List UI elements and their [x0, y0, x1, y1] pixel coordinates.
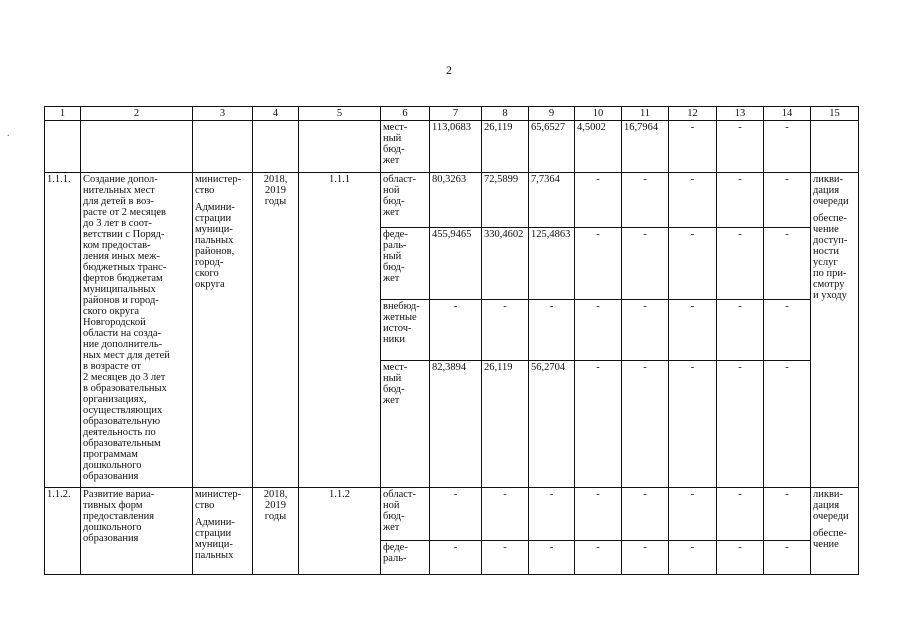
result-access: обеспе- чение — [813, 528, 847, 550]
years: 2018, 2019 годы — [253, 173, 299, 488]
value-cell: - — [717, 361, 764, 488]
value-cell: - — [764, 541, 811, 575]
value-cell: - — [764, 488, 811, 541]
item-title: Развитие вариа- тивных форм предоставления дошкольного образования — [81, 488, 193, 575]
funding-source: област- ной бюд- жет — [381, 173, 430, 228]
value-cell: - — [622, 173, 669, 228]
value-cell: - — [669, 173, 717, 228]
value-cell: - — [717, 173, 764, 228]
funding-source: внебюд- жетные источ- ники — [381, 300, 430, 361]
value-cell: - — [529, 541, 575, 575]
table-cell — [253, 121, 299, 173]
value-cell: - — [622, 228, 669, 300]
result-queue: ликви- дация очереди — [813, 489, 849, 522]
value-cell: - — [622, 488, 669, 541]
table-cell — [299, 121, 381, 173]
column-header: 7 — [430, 107, 482, 121]
result-cell — [811, 488, 859, 575]
value-cell: 16,7964 — [622, 121, 669, 173]
value-cell: - — [669, 488, 717, 541]
margin-mark: . — [7, 128, 10, 139]
column-header: 3 — [193, 107, 253, 121]
table-cell — [45, 121, 81, 173]
value-cell: 26,119 — [482, 361, 529, 488]
value-cell: - — [622, 300, 669, 361]
value-cell: 455,9465 — [430, 228, 482, 300]
result-cell — [811, 173, 859, 488]
value-cell: - — [669, 228, 717, 300]
value-cell: - — [764, 173, 811, 228]
value-cell: - — [622, 541, 669, 575]
column-header: 1 — [45, 107, 81, 121]
value-cell: - — [717, 488, 764, 541]
value-cell: 7,7364 — [529, 173, 575, 228]
column-header: 13 — [717, 107, 764, 121]
table-row — [45, 121, 859, 173]
executor-administrations: Админи- страции муници- пальных районов, город- ского округа — [195, 202, 235, 290]
value-cell: - — [575, 361, 622, 488]
value-cell: 113,0683 — [430, 121, 482, 173]
funding-source: феде- раль- — [381, 541, 430, 575]
value-cell: - — [717, 300, 764, 361]
executor-ministry: министер- ство — [195, 174, 242, 196]
table-cell — [193, 121, 253, 173]
value-cell: - — [764, 121, 811, 173]
value-cell: - — [575, 173, 622, 228]
value-cell: 4,5002 — [575, 121, 622, 173]
value-cell: - — [717, 228, 764, 300]
value-cell: - — [575, 488, 622, 541]
value-cell: - — [430, 541, 482, 575]
column-header: 15 — [811, 107, 859, 121]
table-row — [45, 488, 859, 541]
target-ref: 1.1.1 — [299, 173, 381, 488]
value-cell: 80,3263 — [430, 173, 482, 228]
column-header: 5 — [299, 107, 381, 121]
years: 2018, 2019 годы — [253, 488, 299, 575]
column-header: 11 — [622, 107, 669, 121]
column-header: 9 — [529, 107, 575, 121]
value-cell: - — [430, 488, 482, 541]
value-cell: - — [717, 121, 764, 173]
value-cell: - — [575, 300, 622, 361]
value-cell: - — [669, 121, 717, 173]
value-cell: - — [764, 361, 811, 488]
value-cell: 330,4602 — [482, 228, 529, 300]
value-cell: - — [575, 541, 622, 575]
value-cell: - — [764, 300, 811, 361]
result-queue: ликви- дация очереди — [813, 174, 849, 207]
column-header: 4 — [253, 107, 299, 121]
column-header: 6 — [381, 107, 430, 121]
table-cell — [811, 121, 859, 173]
column-header: 2 — [81, 107, 193, 121]
value-cell: - — [622, 361, 669, 488]
table-header-row — [45, 107, 859, 121]
item-number: 1.1.2. — [45, 488, 81, 575]
page-number: 2 — [446, 63, 452, 77]
item-title: Создание допол- нительных мест для детей в воз- расте от 2 месяцев до 3 лет в соот- ветствии с Поряд- ком предостав- ления иных меж- бюджетных транс- фертов бюджетам муниципальных районов и город- ского округа Новгородской области на созда- ние дополнитель- ных мест для детей в возрасте от 2 месяцев до 3 лет в образовательных организациях, осуществляющих образовательную деятельность по образовательным программам дошкольного образования — [81, 173, 193, 488]
value-cell: - — [430, 300, 482, 361]
value-cell: - — [669, 541, 717, 575]
value-cell: - — [669, 300, 717, 361]
funding-source: мест- ный бюд- жет — [381, 361, 430, 488]
item-number: 1.1.1. — [45, 173, 81, 488]
value-cell: 72,5899 — [482, 173, 529, 228]
funding-source: област- ной бюд- жет — [381, 488, 430, 541]
value-cell: 65,6527 — [529, 121, 575, 173]
value-cell: - — [529, 300, 575, 361]
value-cell: 56,2704 — [529, 361, 575, 488]
value-cell: 125,4863 — [529, 228, 575, 300]
column-header: 10 — [575, 107, 622, 121]
value-cell: - — [764, 228, 811, 300]
executor-cell — [193, 173, 253, 488]
column-header: 12 — [669, 107, 717, 121]
executor-cell — [193, 488, 253, 575]
value-cell: - — [482, 300, 529, 361]
target-ref: 1.1.2 — [299, 488, 381, 575]
executor-ministry: министер- ство — [195, 489, 242, 511]
value-cell: - — [669, 361, 717, 488]
value-cell: - — [575, 228, 622, 300]
program-table — [44, 106, 859, 575]
value-cell: - — [529, 488, 575, 541]
value-cell: 26,119 — [482, 121, 529, 173]
table-row — [45, 173, 859, 228]
table-cell — [81, 121, 193, 173]
value-cell: - — [717, 541, 764, 575]
funding-source: мест- ный бюд- жет — [381, 121, 430, 173]
value-cell: - — [482, 488, 529, 541]
funding-source: феде- раль- ный бюд- жет — [381, 228, 430, 300]
result-access: обеспе- чение доступ- ности услуг по при- смотру и уходу — [813, 213, 848, 301]
column-header: 14 — [764, 107, 811, 121]
executor-administrations: Админи- страции муници- пальных — [195, 517, 235, 561]
value-cell: - — [482, 541, 529, 575]
value-cell: 82,3894 — [430, 361, 482, 488]
column-header: 8 — [482, 107, 529, 121]
